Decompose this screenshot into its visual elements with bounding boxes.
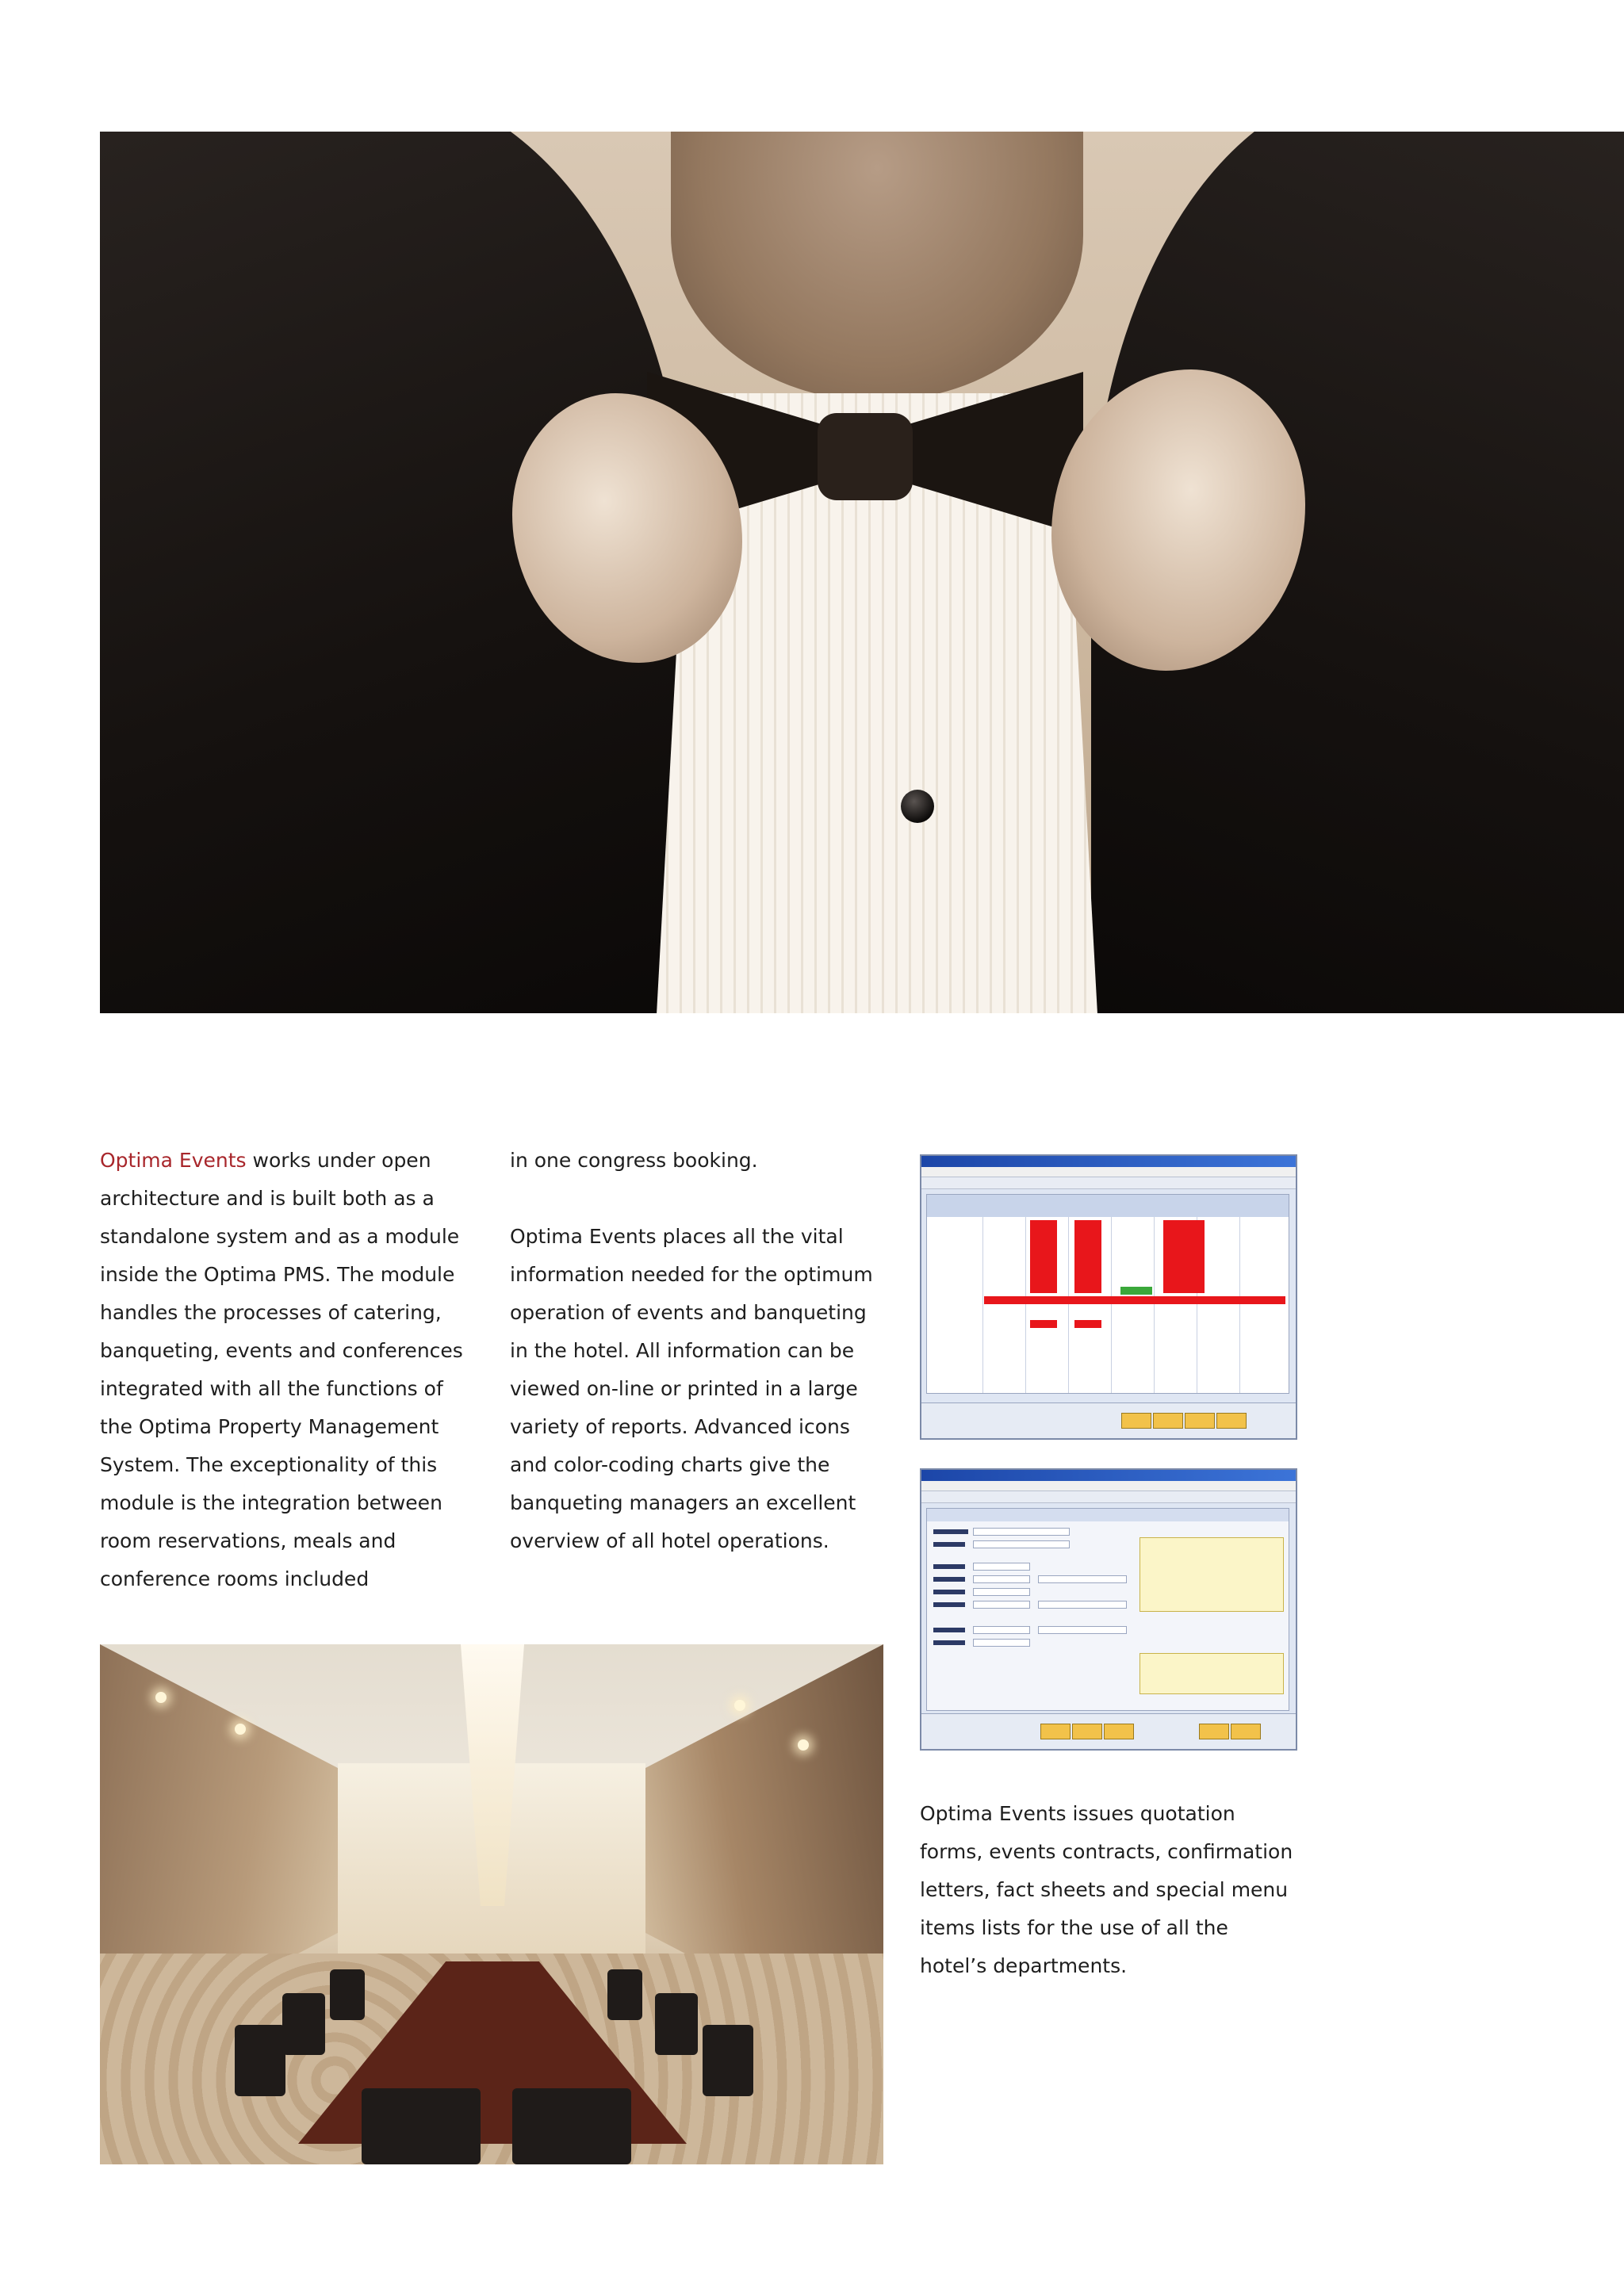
ceiling-lamp [734, 1700, 745, 1711]
footer-button [1121, 1413, 1151, 1429]
chair [282, 1993, 325, 2055]
conference-room-photo [100, 1644, 883, 2164]
chair [362, 2088, 481, 2164]
form-field [1038, 1626, 1127, 1634]
footer-button [1040, 1724, 1071, 1739]
form-field [973, 1575, 1030, 1583]
booking-block [1074, 1320, 1101, 1328]
grid-line [1025, 1217, 1026, 1393]
footer-button [1153, 1413, 1183, 1429]
form-field [973, 1588, 1030, 1596]
screenshot-toolbar [921, 1177, 1296, 1189]
ceiling-lamp [155, 1692, 167, 1703]
form-label [933, 1564, 965, 1569]
form-label [933, 1577, 965, 1582]
footer-button [1185, 1413, 1215, 1429]
footer-button [1216, 1413, 1247, 1429]
shirt-stud [901, 790, 934, 823]
hero-photo [100, 132, 1624, 1013]
intro-continuation: in one congress booking. [510, 1149, 758, 1172]
form-field [973, 1639, 1030, 1647]
chair [607, 1969, 642, 2020]
form-label [933, 1602, 965, 1607]
form-label [933, 1529, 968, 1534]
ceiling-lamp [798, 1739, 809, 1751]
booking-grid [926, 1194, 1289, 1394]
column-1-text [100, 1142, 481, 1598]
screenshot-menubar [921, 1481, 1296, 1491]
form-field [1038, 1601, 1127, 1609]
footer-button [1072, 1724, 1102, 1739]
form-field [973, 1563, 1030, 1571]
event-form [926, 1508, 1289, 1711]
form-field [1038, 1575, 1127, 1583]
screenshot-titlebar [921, 1470, 1296, 1481]
footer-button [1199, 1724, 1229, 1739]
bowtie-knot [818, 413, 913, 500]
information-paragraph: Optima Events places all the vital information needed for the optimum operation of events and banqueting in the hotel. All information can be viewed on-line or printed in a large variety of reports. Advanced icons and color-coding charts give the banqueting managers an excellent overview of all hotel operations. [510, 1225, 873, 1552]
grid-line [1068, 1217, 1069, 1393]
grid-line [1154, 1217, 1155, 1393]
grid-line [1239, 1217, 1240, 1393]
form-field [973, 1540, 1070, 1548]
form-label [933, 1542, 965, 1547]
chair [703, 2025, 753, 2096]
screenshot-titlebar [921, 1156, 1296, 1167]
remarks-panel [1139, 1653, 1284, 1694]
form-label [933, 1640, 965, 1645]
grid-line [982, 1217, 983, 1393]
price-panel [1139, 1537, 1284, 1612]
form-label [933, 1590, 965, 1594]
screenshot-footer [921, 1713, 1296, 1749]
ceiling-lamp [235, 1724, 246, 1735]
booking-block [1030, 1220, 1057, 1293]
form-tabs [927, 1509, 1289, 1521]
grid-header [927, 1195, 1289, 1217]
event-form-screenshot [920, 1468, 1297, 1751]
intro-paragraph [100, 1142, 481, 1598]
intro-body: works under open architecture and is built both as a standalone system and as a module inside the Optima PMS. The module handles the processes of catering, banqueting, events and conferences integrated with all the functions of the Optima Property Management System. The exceptionality of this module is the integration between room reservations, meals and conference rooms included [100, 1149, 463, 1590]
chair [235, 2025, 285, 2096]
grid-line [1111, 1217, 1112, 1393]
footer-button [1104, 1724, 1134, 1739]
screenshot-toolbar [921, 1491, 1296, 1503]
booking-block [1163, 1220, 1205, 1293]
chair [330, 1969, 365, 2020]
booking-grid-screenshot [920, 1154, 1297, 1440]
chair [655, 1993, 698, 2055]
booking-block [984, 1296, 1285, 1304]
chair [512, 2088, 631, 2164]
documents-paragraph: Optima Events issues quotation forms, events contracts, confirmation letters, fact sheets and special menu items lists for the use of all the hotel’s departments. [920, 1802, 1293, 1977]
form-field [973, 1601, 1030, 1609]
form-field [973, 1528, 1070, 1536]
screenshot-menubar [921, 1167, 1296, 1177]
column-2-text [510, 1142, 891, 1560]
booking-block [1030, 1320, 1057, 1328]
booking-block-green [1120, 1287, 1152, 1295]
booking-block [1074, 1220, 1101, 1293]
product-name: Optima Events [100, 1149, 247, 1172]
form-label [933, 1628, 965, 1632]
screenshot-footer [921, 1402, 1296, 1438]
footer-button [1231, 1724, 1261, 1739]
column-3-text [920, 1795, 1300, 1985]
form-field [973, 1626, 1030, 1634]
